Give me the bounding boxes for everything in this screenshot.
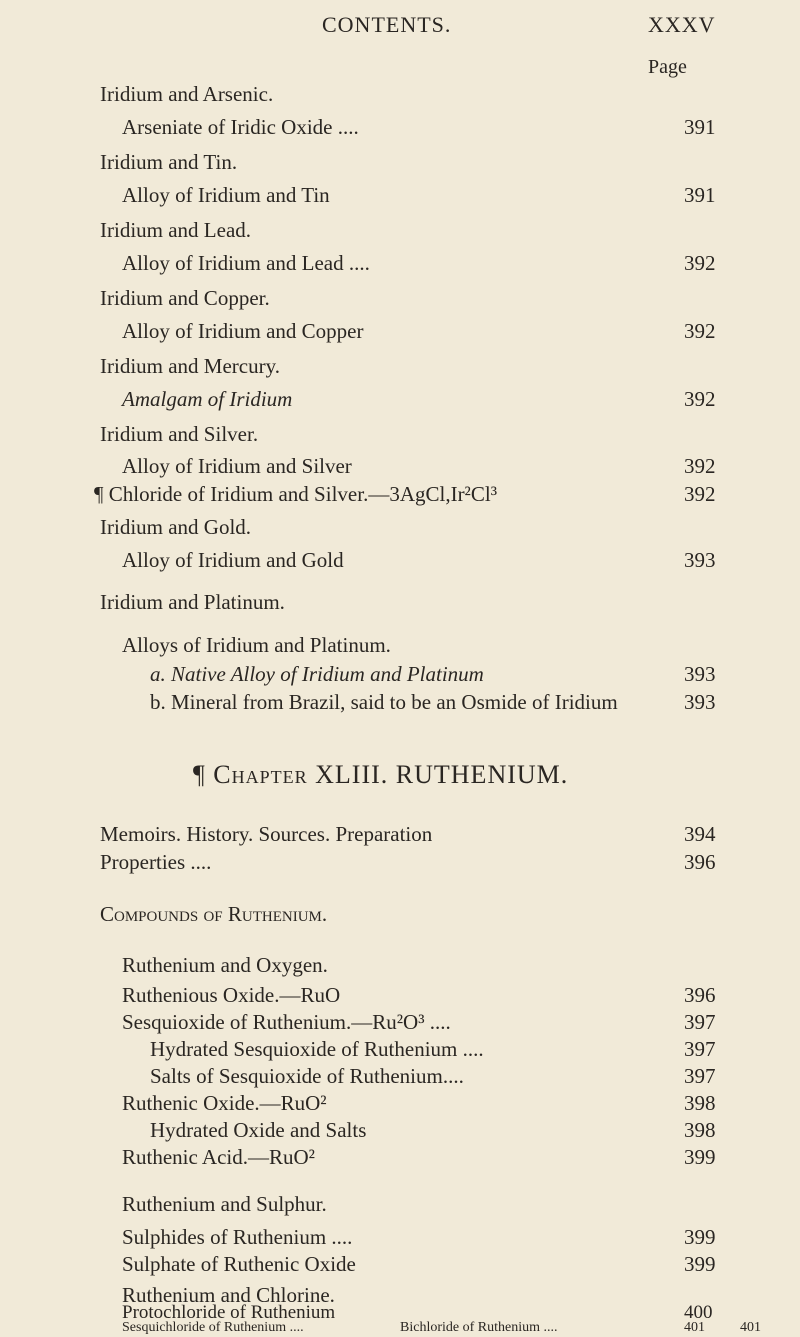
entry-page: 398 <box>684 1091 716 1115</box>
entry-page: 399 <box>684 1225 716 1249</box>
entry-text: b. Mineral from Brazil, said to be an Osmide of Iridium <box>150 690 618 714</box>
entry-page: 396 <box>684 983 716 1007</box>
chapter-number: XLIII. <box>315 760 389 789</box>
entry-page: 397 <box>684 1010 716 1034</box>
entry-text: Hydrated Sesquioxide of Ruthenium .... <box>150 1037 484 1061</box>
section-heading: Iridium and Gold. <box>100 515 252 539</box>
entry-page: 392 <box>684 454 716 478</box>
section-heading: Iridium and Arsenic. <box>100 82 274 106</box>
entry-text: Alloys of Iridium and Platinum. <box>122 633 391 657</box>
entry-text: Arseniate of Iridic Oxide .... <box>122 115 359 139</box>
entry-text: Memoirs. History. Sources. Preparation <box>100 822 433 846</box>
entry-page: 398 <box>684 1118 716 1142</box>
entry-text: Ruthenic Oxide.—RuO² <box>122 1091 327 1115</box>
entry-text: a. Native Alloy of Iridium and Platinum <box>150 662 484 686</box>
entry-text: Alloy of Iridium and Copper <box>122 319 364 343</box>
entry-page: 392 <box>684 482 716 506</box>
page-number-roman: XXXV <box>648 12 716 37</box>
section-heading: Iridium and Silver. <box>100 422 259 446</box>
entry-text: Salts of Sesquioxide of Ruthenium.... <box>150 1064 464 1088</box>
entry-text: Alloy of Iridium and Tin <box>122 183 330 207</box>
entry-text: Alloy of Iridium and Gold <box>122 548 344 572</box>
page-column-label: Page <box>648 56 687 78</box>
entry-text: Sulphides of Ruthenium .... <box>122 1225 353 1249</box>
chapter-label: Chapter <box>213 760 308 789</box>
entry-page: 396 <box>684 850 716 874</box>
entry-text: Properties .... <box>100 850 212 874</box>
section-heading: Iridium and Copper. <box>100 286 270 310</box>
entry-text: Sesquioxide of Ruthenium.—Ru²O³ .... <box>122 1010 451 1034</box>
entry-page: 394 <box>684 822 716 846</box>
entry-text: Alloy of Iridium and Lead .... <box>122 251 370 275</box>
compounds-heading: Compounds of Ruthenium. <box>100 902 328 926</box>
entry-page: 399 <box>684 1145 716 1169</box>
entry-page: 397 <box>684 1037 716 1061</box>
entry-page: 397 <box>684 1064 716 1088</box>
entry-text: Alloy of Iridium and Silver <box>122 454 352 478</box>
entry-text: Ruthenious Oxide.—RuO <box>122 983 341 1007</box>
entry-page: 392 <box>684 387 716 411</box>
running-title: CONTENTS. <box>322 12 452 37</box>
section-heading: Ruthenium and Sulphur. <box>122 1192 327 1216</box>
entry-text: Amalgam of Iridium <box>122 387 293 411</box>
chapter-title: RUTHENIUM. <box>395 760 569 789</box>
entry-text: Sulphate of Ruthenic Oxide <box>122 1252 356 1276</box>
entry-text: Sesquichloride of Ruthenium .... <box>122 1320 304 1335</box>
entry-page: 393 <box>684 548 716 572</box>
entry-page: 392 <box>684 251 716 275</box>
pilcrow-icon: ¶ <box>193 760 206 789</box>
entry-page: 392 <box>684 319 716 343</box>
chapter-heading <box>193 760 568 790</box>
entry-page: 391 <box>684 115 716 139</box>
section-heading: Iridium and Lead. <box>100 218 252 242</box>
section-heading: Ruthenium and Oxygen. <box>122 953 328 977</box>
section-heading: Iridium and Mercury. <box>100 354 280 378</box>
entry-text: Protochloride of Ruthenium <box>122 1302 336 1323</box>
section-heading: Iridium and Platinum. <box>100 590 285 614</box>
section-heading: Iridium and Tin. <box>100 150 238 174</box>
entry-text: Hydrated Oxide and Salts <box>150 1118 367 1142</box>
entry-text: ¶ Chloride of Iridium and Silver.—3AgCl,Ir²Cl³ <box>94 482 497 506</box>
entry-page: 401 <box>684 1320 705 1335</box>
entry-page: 393 <box>684 662 716 686</box>
entry-page: 401 <box>740 1320 761 1335</box>
entry-page: 399 <box>684 1252 716 1276</box>
entry-text: Ruthenic Acid.—RuO² <box>122 1145 315 1169</box>
entry-page: 391 <box>684 183 716 207</box>
entry-page: 400 <box>684 1302 713 1323</box>
entry-text: Bichloride of Ruthenium .... <box>400 1320 558 1335</box>
entry-page: 393 <box>684 690 716 714</box>
section-heading: Ruthenium and Chlorine. <box>122 1283 335 1307</box>
